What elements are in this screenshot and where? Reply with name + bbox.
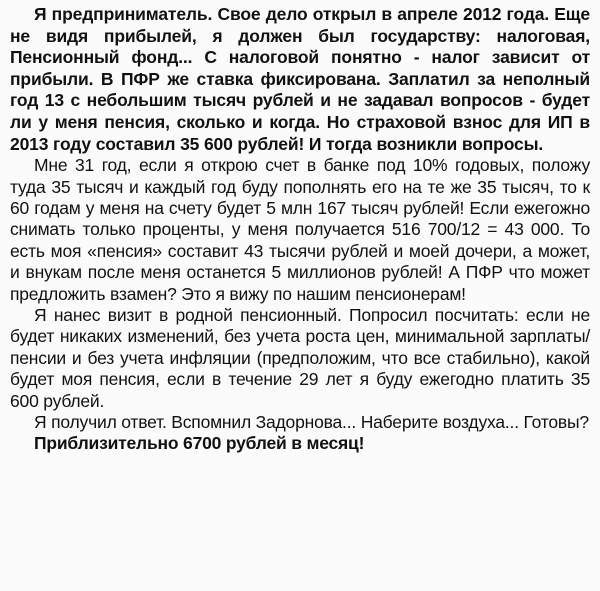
- body-paragraph-visit: Я нанес визит в родной пенсионный. Попросил посчитать: если не будет никаких изменений, без учета роста цен, минимальной зарплаты/пенсии и без учета инфляции (предположим, что все стабильно), какой будет моя пенсия, если в течение 29 лет я буду ежегодно платить 35 600 рублей.: [10, 305, 590, 411]
- body-paragraph-savings: Мне 31 год, если я открою счет в банке под 10% годовых, положу туда 35 тысяч и каждый год буду пополнять его на те же 35 тысяч, то к 60 годам у меня на счету будет 5 млн 167 тысяч рублей! Если ежегожно снимать только проценты, у меня получается 516 700/12 = 43 000. То есть моя «пенсия» составит 43 тысячи рублей и моей дочери, а может, и внукам после меня останется 5 миллионов рублей! А ПФР что может предложить взамен? Это я вижу по нашим пенсионерам!: [10, 155, 590, 304]
- lead-paragraph: Я предприниматель. Свое дело открыл в апреле 2012 года. Еще не видя прибылей, я должен был государству: налоговая, Пенсионный фонд... С налоговой понятно - налог зависит от прибыли. В ПФР же ставка фиксирована. Заплатил за неполный год 13 с небольшим тысяч рублей и не задавал вопросов - будет ли у меня пенсия, сколько и когда. Но страховой взнос для ИП в 2013 году составил 35 600 рублей! И тогда возникли вопросы.: [10, 4, 590, 154]
- body-paragraph-answer: Я получил ответ. Вспомнил Задорнова... Наберите воздуха... Готовы?: [34, 412, 589, 433]
- final-line: Приблизительно 6700 рублей в месяц!: [34, 433, 365, 454]
